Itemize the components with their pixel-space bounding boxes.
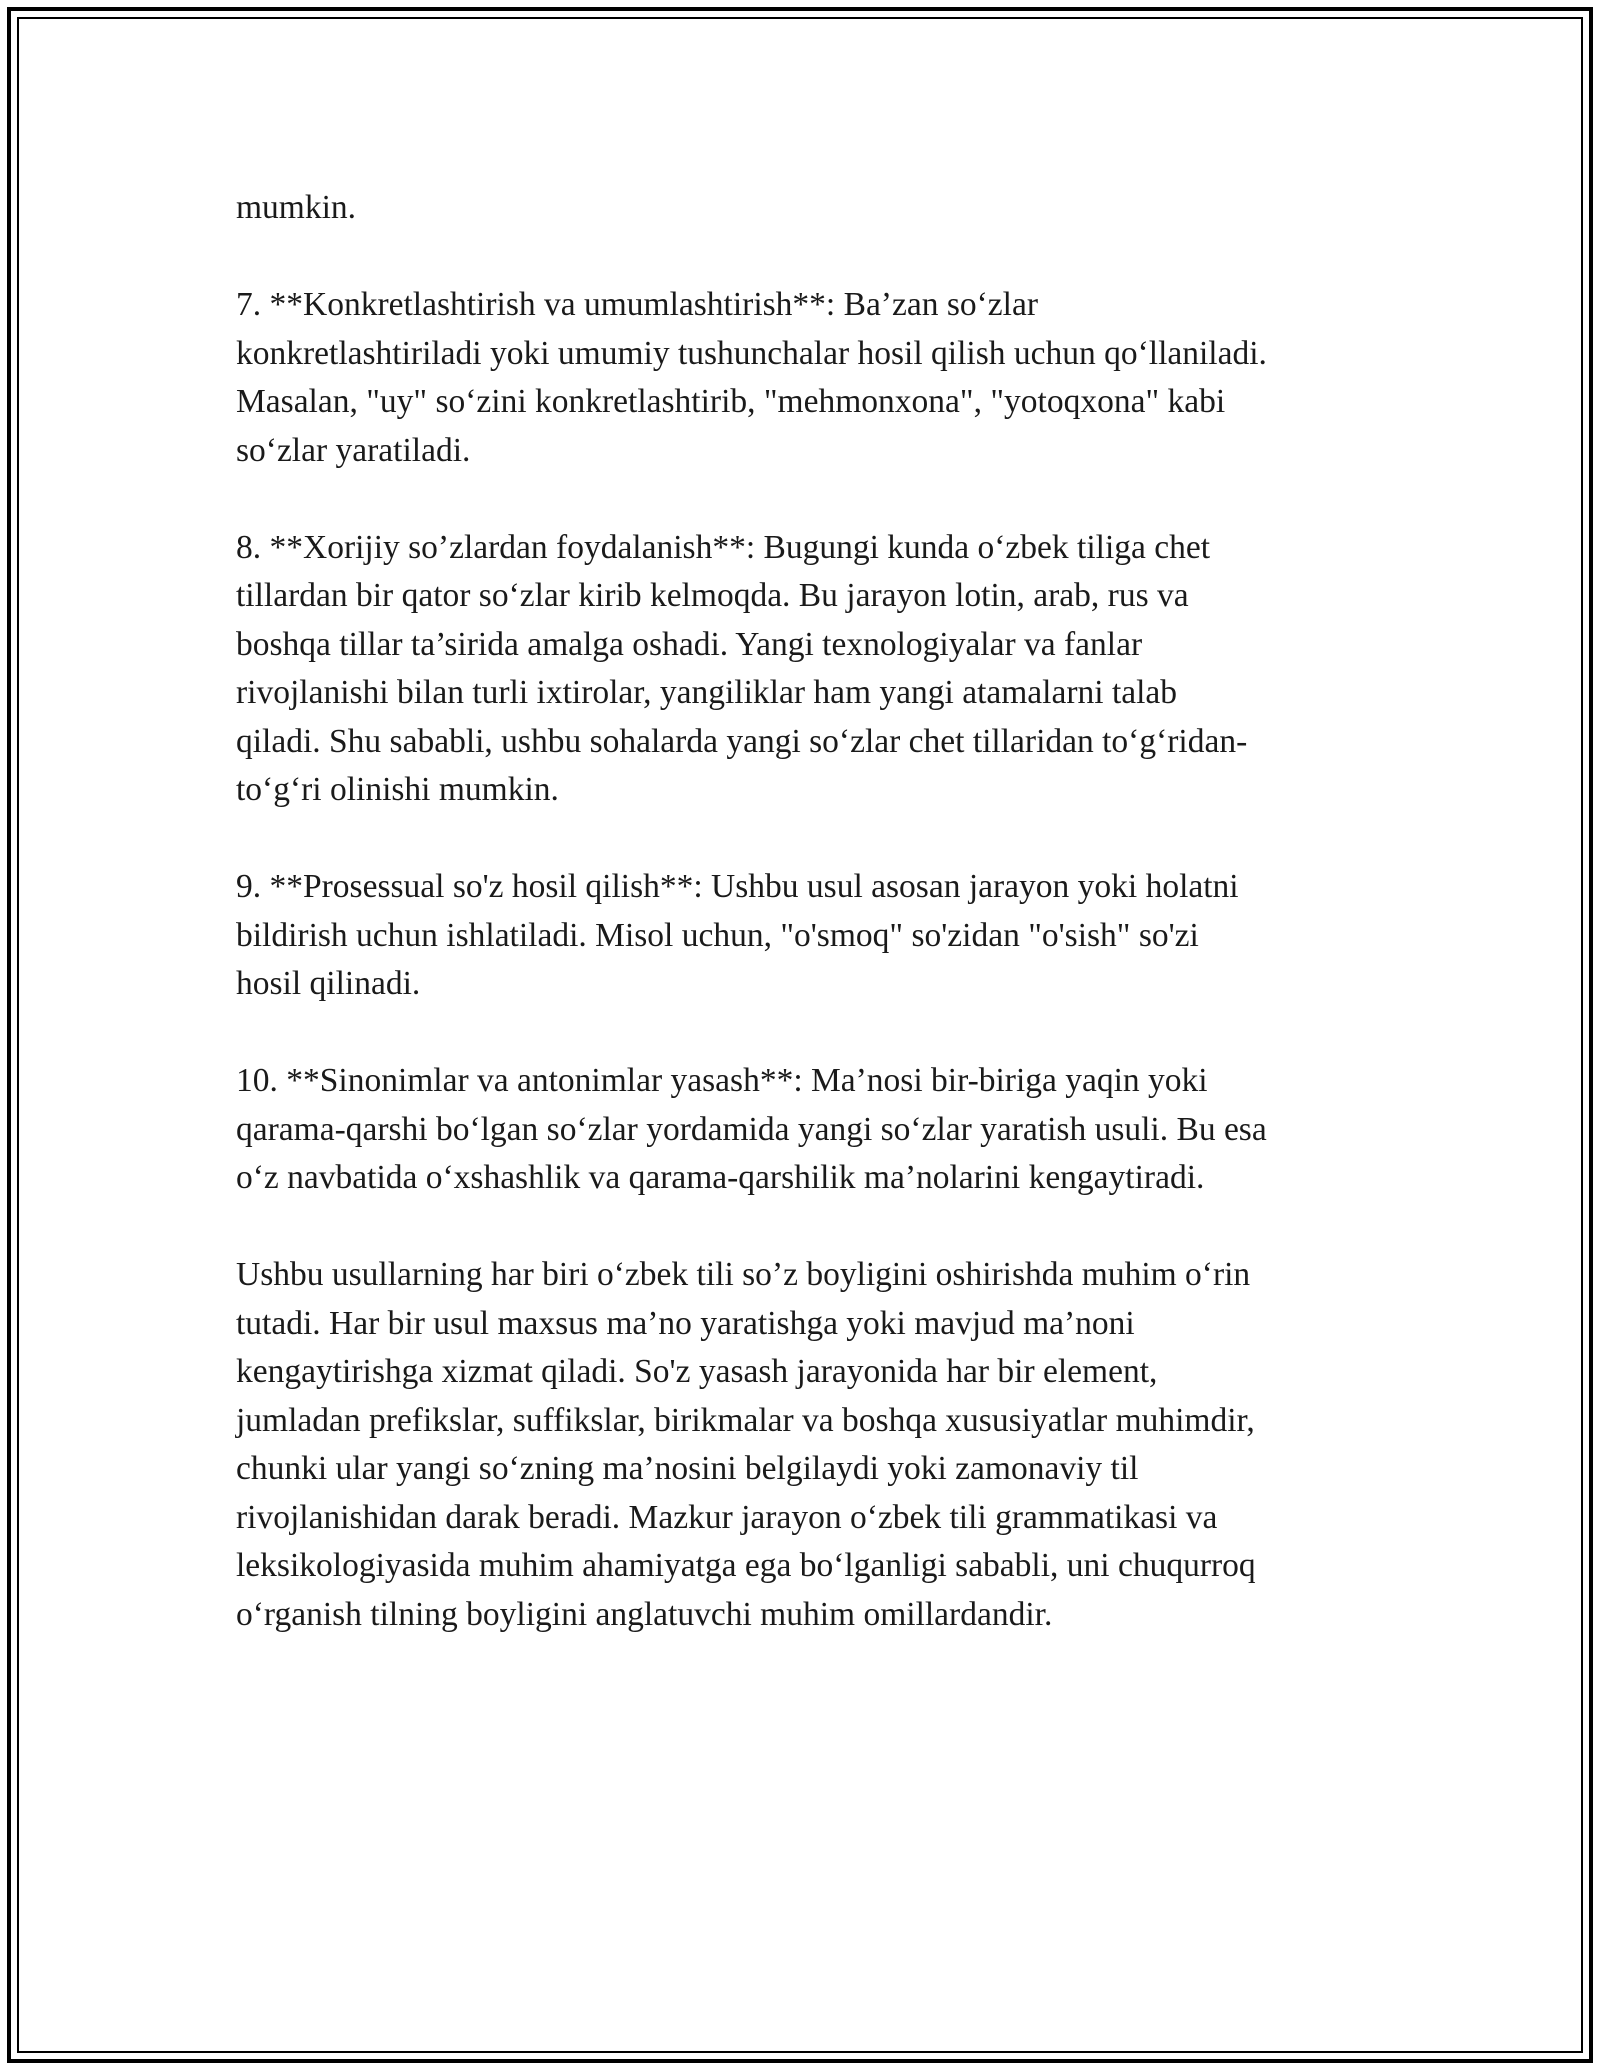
list-item-7 xyxy=(236,281,1366,475)
text-line: Masalan, "uy" so‘zini konkretlashtirib, "mehmonxona", "yotoqxona" kabi xyxy=(236,383,1226,420)
text-line: qarama-qarshi bo‘lgan so‘zlar yordamida yangi so‘zlar yaratish usuli. Bu esa xyxy=(236,1110,1267,1148)
text-line: bildirish uchun ishlatiladi. Misol uchun, "o'smoq" so'zidan "o'sish" so'zi xyxy=(236,916,1199,954)
text-line: leksikologiyasida muhim ahamiyatga ega bo‘lganligi sababli, uni chuqurroq xyxy=(236,1547,1256,1584)
text-line: kengaytirishga xizmat qiladi. So'z yasash jarayonida har bir element, xyxy=(236,1353,1158,1390)
paragraph-continuation xyxy=(236,184,1366,233)
text-line: jumladan prefikslar, suffikslar, birikmalar va boshqa xususiyatlar muhimdir, xyxy=(236,1401,1255,1439)
text-line: o‘z navbatida o‘xshashlik va qarama-qarshilik ma’nolarini kengaytiradi. xyxy=(236,1159,1205,1196)
text-line: tillardan bir qator so‘zlar kirib kelmoqda. Bu jarayon lotin, arab, rus va xyxy=(236,577,1189,614)
text-line: 9. **Prosessual so'z hosil qilish**: Ushbu usul asosan jarayon yoki holatni xyxy=(236,868,1239,905)
text-line: rivojlanishi bilan turli ixtirolar, yangiliklar ham yangi atamalarni talab xyxy=(236,674,1178,711)
list-item-8 xyxy=(236,524,1366,815)
text-line: so‘zlar yaratiladi. xyxy=(236,431,471,469)
text-line: to‘g‘ri olinishi mumkin. xyxy=(236,771,559,808)
text-line: Ushbu usullarning har biri o‘zbek tili so’z boyligini oshirishda muhim o‘rin xyxy=(236,1256,1251,1293)
list-item-10 xyxy=(236,1057,1366,1203)
text-line: 7. **Konkretlashtirish va umumlashtirish**: Ba’zan so‘zlar xyxy=(236,286,1038,323)
text-line: tutadi. Har bir usul maxsus ma’no yaratishga yoki mavjud ma’noni xyxy=(236,1304,1135,1342)
list-item-9 xyxy=(236,863,1366,1009)
text-line: 10. **Sinonimlar va antonimlar yasash**: Ma’nosi bir-biriga yaqin yoki xyxy=(236,1062,1208,1099)
text-line: konkretlashtiriladi yoki umumiy tushunchalar hosil qilish uchun qo‘llaniladi. xyxy=(236,334,1267,372)
text-line: qiladi. Shu sababli, ushbu sohalarda yangi so‘zlar chet tillaridan to‘g‘ridan- xyxy=(236,722,1248,760)
text-line: o‘rganish tilning boyligini anglatuvchi muhim omillardandir. xyxy=(236,1595,1053,1633)
paragraph-conclusion xyxy=(236,1251,1366,1639)
text-line: rivojlanishidan darak beradi. Mazkur jarayon o‘zbek tili grammatikasi va xyxy=(236,1498,1218,1536)
text-line: 8. **Xorijiy so’zlardan foydalanish**: Bugungi kunda o‘zbek tiliga chet xyxy=(236,528,1211,566)
text-line: boshqa tillar ta’sirida amalga oshadi. Yangi texnologiyalar va fanlar xyxy=(236,625,1143,663)
document-body xyxy=(236,184,1366,1688)
text-line: chunki ular yangi so‘zning ma’nosini belgilaydi yoki zamonaviy til xyxy=(236,1450,1139,1487)
text-line: hosil qilinadi. xyxy=(236,965,421,1002)
text-line: mumkin. xyxy=(236,189,357,226)
